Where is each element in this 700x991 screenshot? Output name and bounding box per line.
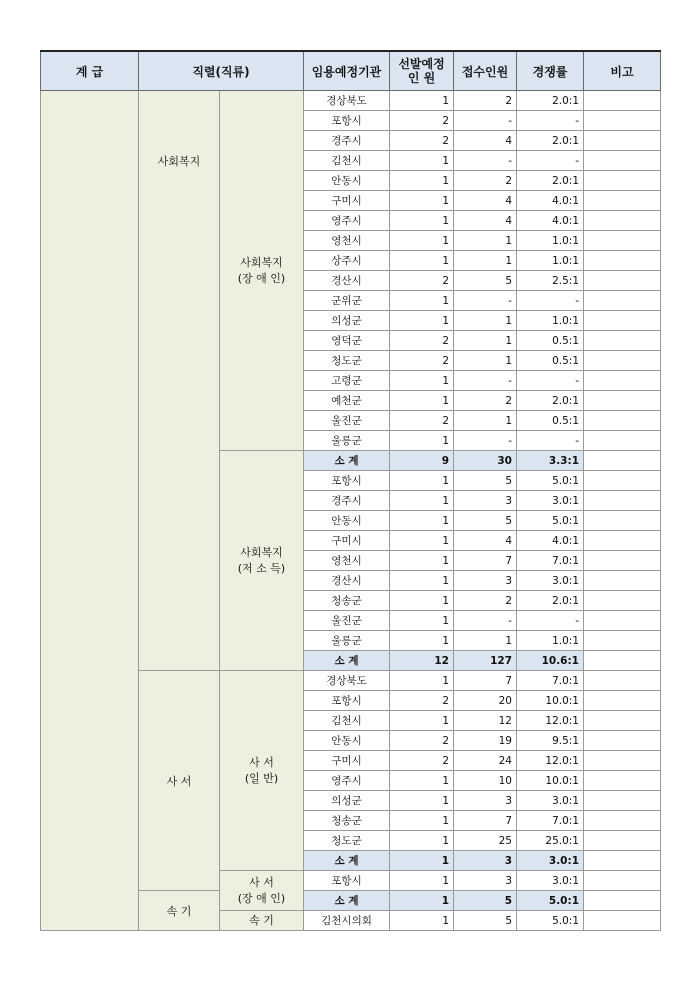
note-cell [584,271,661,291]
applicant-count-cell: 3 [454,491,517,511]
sub-librarian-disabled [220,871,304,911]
applicant-count-cell: 19 [454,731,517,751]
selected-count-cell: 2 [390,351,454,371]
agency-cell: 청도군 [304,831,390,851]
agency-cell: 김천시 [304,711,390,731]
note-cell [584,511,661,531]
applicant-count-cell: 1 [454,411,517,431]
ratio-cell: 3.0:1 [517,871,584,891]
selected-count-cell: 1 [390,531,454,551]
ratio-cell: 1.0:1 [517,311,584,331]
note-cell [584,631,661,651]
selected-count-cell: 2 [390,111,454,131]
selected-count-cell: 1 [390,891,454,911]
col-header-note: 비고 [584,51,661,91]
applicant-count-cell: 20 [454,691,517,711]
col-header-org: 임용예정기관 [304,51,390,91]
agency-cell: 포항시 [304,471,390,491]
note-cell [584,891,661,911]
note-cell [584,231,661,251]
sub-social-welfare-disabled-line2: (장 애 인) [237,271,286,285]
selected-count-cell: 1 [390,251,454,271]
selected-count-cell: 1 [390,831,454,851]
selected-count-cell: 1 [390,611,454,631]
applicant-count-cell: 3 [454,791,517,811]
applicant-count-cell: 1 [454,331,517,351]
applicant-count-cell: 4 [454,131,517,151]
selected-count-cell: 2 [390,131,454,151]
ratio-cell: 10.6:1 [517,651,584,671]
agency-cell: 안동시 [304,511,390,531]
agency-cell: 구미시 [304,531,390,551]
ratio-cell: 10.0:1 [517,771,584,791]
ratio-cell: 4.0:1 [517,211,584,231]
selected-count-cell: 1 [390,211,454,231]
class-social-welfare: 사회복지 [139,91,220,671]
note-cell [584,211,661,231]
note-cell [584,291,661,311]
class-stenographer: 속 기 [139,891,220,931]
recruitment-table [40,50,660,931]
agency-cell: 소 계 [304,451,390,471]
agency-cell: 청송군 [304,591,390,611]
selected-count-cell: 2 [390,691,454,711]
selected-count-cell: 1 [390,391,454,411]
agency-cell: 의성군 [304,791,390,811]
applicant-count-cell: 1 [454,251,517,271]
sub-social-welfare-disabled-line1: 사회복지 [240,255,283,269]
agency-cell: 경상북도 [304,91,390,111]
note-cell [584,691,661,711]
note-cell [584,191,661,211]
applicant-count-cell: 7 [454,551,517,571]
note-cell [584,711,661,731]
selected-count-cell: 2 [390,411,454,431]
ratio-cell: 0.5:1 [517,411,584,431]
ratio-cell: 5.0:1 [517,511,584,531]
ratio-cell: - [517,431,584,451]
agency-cell: 소 계 [304,651,390,671]
applicant-count-cell: 7 [454,671,517,691]
agency-cell: 구미시 [304,191,390,211]
note-cell [584,251,661,271]
ratio-cell: 2.0:1 [517,91,584,111]
applicant-count-cell: - [454,371,517,391]
col-header-selected-line2: 인 원 [407,71,436,85]
applicant-count-cell: 1 [454,351,517,371]
note-cell [584,411,661,431]
applicant-count-cell: 4 [454,211,517,231]
ratio-cell: 3.3:1 [517,451,584,471]
applicant-count-cell: 5 [454,911,517,931]
note-cell [584,771,661,791]
col-header-selected-line1: 선발예정 [398,57,445,71]
col-header-grade: 계 급 [41,51,139,91]
selected-count-cell: 2 [390,731,454,751]
ratio-cell: 2.5:1 [517,271,584,291]
note-cell [584,671,661,691]
sub-librarian-general-line2: (일 반) [244,771,279,785]
applicant-count-cell: 4 [454,191,517,211]
agency-cell: 울진군 [304,411,390,431]
applicant-count-cell: 24 [454,751,517,771]
note-cell [584,451,661,471]
col-header-job: 직렬(직류) [139,51,304,91]
note-cell [584,111,661,131]
selected-count-cell: 12 [390,651,454,671]
agency-cell: 김천시의회 [304,911,390,931]
col-header-applicants: 접수인원 [454,51,517,91]
applicant-count-cell: 3 [454,851,517,871]
note-cell [584,611,661,631]
agency-cell: 소 계 [304,891,390,911]
agency-cell: 울릉군 [304,431,390,451]
note-cell [584,851,661,871]
selected-count-cell: 1 [390,231,454,251]
selected-count-cell: 1 [390,291,454,311]
agency-cell: 청도군 [304,351,390,371]
agency-cell: 경주시 [304,131,390,151]
applicant-count-cell: 12 [454,711,517,731]
ratio-cell: - [517,371,584,391]
sub-social-welfare-lowincome-line2: (저 소 득) [237,561,286,575]
sub-librarian-disabled-line1: 사 서 [249,875,274,889]
header-row [41,51,661,91]
agency-cell: 포항시 [304,111,390,131]
applicant-count-cell: 2 [454,391,517,411]
ratio-cell: 1.0:1 [517,251,584,271]
agency-cell: 군위군 [304,291,390,311]
class-librarian: 사 서 [139,671,220,891]
applicant-count-cell: 5 [454,471,517,491]
ratio-cell: 3.0:1 [517,791,584,811]
applicant-count-cell: - [454,291,517,311]
applicant-count-cell: 2 [454,591,517,611]
ratio-cell: - [517,291,584,311]
selected-count-cell: 1 [390,491,454,511]
agency-cell: 울진군 [304,611,390,631]
applicant-count-cell: - [454,151,517,171]
note-cell [584,351,661,371]
sub-librarian-general-line1: 사 서 [249,755,274,769]
agency-cell: 구미시 [304,751,390,771]
note-cell [584,371,661,391]
note-cell [584,911,661,931]
applicant-count-cell: 1 [454,631,517,651]
ratio-cell: 0.5:1 [517,331,584,351]
applicant-count-cell: - [454,611,517,631]
ratio-cell: 7.0:1 [517,811,584,831]
ratio-cell: 7.0:1 [517,551,584,571]
selected-count-cell: 1 [390,711,454,731]
applicant-count-cell: 3 [454,871,517,891]
selected-count-cell: 2 [390,751,454,771]
note-cell [584,491,661,511]
ratio-cell: 2.0:1 [517,591,584,611]
note-cell [584,531,661,551]
sub-social-welfare-lowincome-line1: 사회복지 [240,545,283,559]
note-cell [584,731,661,751]
ratio-cell: 2.0:1 [517,391,584,411]
sub-stenographer [220,911,304,931]
note-cell [584,471,661,491]
selected-count-cell: 1 [390,771,454,791]
ratio-cell: 7.0:1 [517,671,584,691]
applicant-count-cell: 30 [454,451,517,471]
applicant-count-cell: - [454,111,517,131]
selected-count-cell: 1 [390,191,454,211]
agency-cell: 경산시 [304,271,390,291]
applicant-count-cell: 7 [454,811,517,831]
note-cell [584,551,661,571]
ratio-cell: 12.0:1 [517,751,584,771]
note-cell [584,871,661,891]
agency-cell: 고령군 [304,371,390,391]
ratio-cell: 2.0:1 [517,171,584,191]
selected-count-cell: 2 [390,271,454,291]
selected-count-cell: 1 [390,91,454,111]
agency-cell: 경주시 [304,491,390,511]
applicant-count-cell: 1 [454,231,517,251]
selected-count-cell: 1 [390,591,454,611]
agency-cell: 포항시 [304,691,390,711]
selected-count-cell: 1 [390,511,454,531]
selected-count-cell: 1 [390,571,454,591]
ratio-cell: 3.0:1 [517,571,584,591]
sub-librarian-general [220,671,304,871]
note-cell [584,331,661,351]
agency-cell: 경상북도 [304,671,390,691]
selected-count-cell: 1 [390,911,454,931]
agency-cell: 영천시 [304,551,390,571]
ratio-cell: 10.0:1 [517,691,584,711]
selected-count-cell: 1 [390,371,454,391]
selected-count-cell: 1 [390,311,454,331]
selected-count-cell: 1 [390,671,454,691]
ratio-cell: 25.0:1 [517,831,584,851]
ratio-cell: 5.0:1 [517,891,584,911]
ratio-cell: 3.0:1 [517,491,584,511]
agency-cell: 안동시 [304,171,390,191]
table-row [41,91,661,111]
grade-cell [41,91,139,931]
note-cell [584,571,661,591]
agency-cell: 포항시 [304,871,390,891]
ratio-cell: 1.0:1 [517,231,584,251]
ratio-cell: - [517,111,584,131]
applicant-count-cell: 25 [454,831,517,851]
applicant-count-cell: 5 [454,271,517,291]
sub-social-welfare-disabled [220,91,304,451]
selected-count-cell: 1 [390,871,454,891]
applicant-count-cell: 2 [454,91,517,111]
ratio-cell: 1.0:1 [517,631,584,651]
note-cell [584,151,661,171]
agency-cell: 청송군 [304,811,390,831]
agency-cell: 예천군 [304,391,390,411]
applicant-count-cell: 2 [454,171,517,191]
note-cell [584,831,661,851]
applicant-count-cell: - [454,431,517,451]
applicant-count-cell: 5 [454,891,517,911]
agency-cell: 영주시 [304,771,390,791]
note-cell [584,171,661,191]
ratio-cell: - [517,151,584,171]
selected-count-cell: 1 [390,171,454,191]
applicant-count-cell: 10 [454,771,517,791]
ratio-cell: 4.0:1 [517,531,584,551]
note-cell [584,791,661,811]
selected-count-cell: 2 [390,331,454,351]
agency-cell: 울릉군 [304,631,390,651]
ratio-cell: 12.0:1 [517,711,584,731]
note-cell [584,91,661,111]
selected-count-cell: 1 [390,631,454,651]
agency-cell: 상주시 [304,251,390,271]
note-cell [584,131,661,151]
agency-cell: 영덕군 [304,331,390,351]
ratio-cell: - [517,611,584,631]
note-cell [584,651,661,671]
applicant-count-cell: 1 [454,311,517,331]
ratio-cell: 0.5:1 [517,351,584,371]
applicant-count-cell: 127 [454,651,517,671]
sub-social-welfare-lowincome [220,451,304,671]
agency-cell: 안동시 [304,731,390,751]
ratio-cell: 9.5:1 [517,731,584,751]
selected-count-cell: 1 [390,151,454,171]
selected-count-cell: 1 [390,811,454,831]
note-cell [584,431,661,451]
selected-count-cell: 1 [390,551,454,571]
selected-count-cell: 1 [390,471,454,491]
sub-librarian-disabled-line2: (장 애 인) [237,891,286,905]
agency-cell: 경산시 [304,571,390,591]
ratio-cell: 4.0:1 [517,191,584,211]
note-cell [584,811,661,831]
agency-cell: 소 계 [304,851,390,871]
note-cell [584,751,661,771]
sub-stenographer-line1: 속 기 [249,913,274,927]
applicant-count-cell: 4 [454,531,517,551]
note-cell [584,391,661,411]
ratio-cell: 2.0:1 [517,131,584,151]
ratio-cell: 5.0:1 [517,471,584,491]
selected-count-cell: 1 [390,791,454,811]
agency-cell: 영주시 [304,211,390,231]
ratio-cell: 3.0:1 [517,851,584,871]
agency-cell: 의성군 [304,311,390,331]
selected-count-cell: 9 [390,451,454,471]
col-header-ratio: 경쟁률 [517,51,584,91]
agency-cell: 영천시 [304,231,390,251]
applicant-count-cell: 5 [454,511,517,531]
applicant-count-cell: 3 [454,571,517,591]
note-cell [584,311,661,331]
note-cell [584,591,661,611]
selected-count-cell: 1 [390,851,454,871]
agency-cell: 김천시 [304,151,390,171]
ratio-cell: 5.0:1 [517,911,584,931]
col-header-selected [390,51,454,91]
selected-count-cell: 1 [390,431,454,451]
